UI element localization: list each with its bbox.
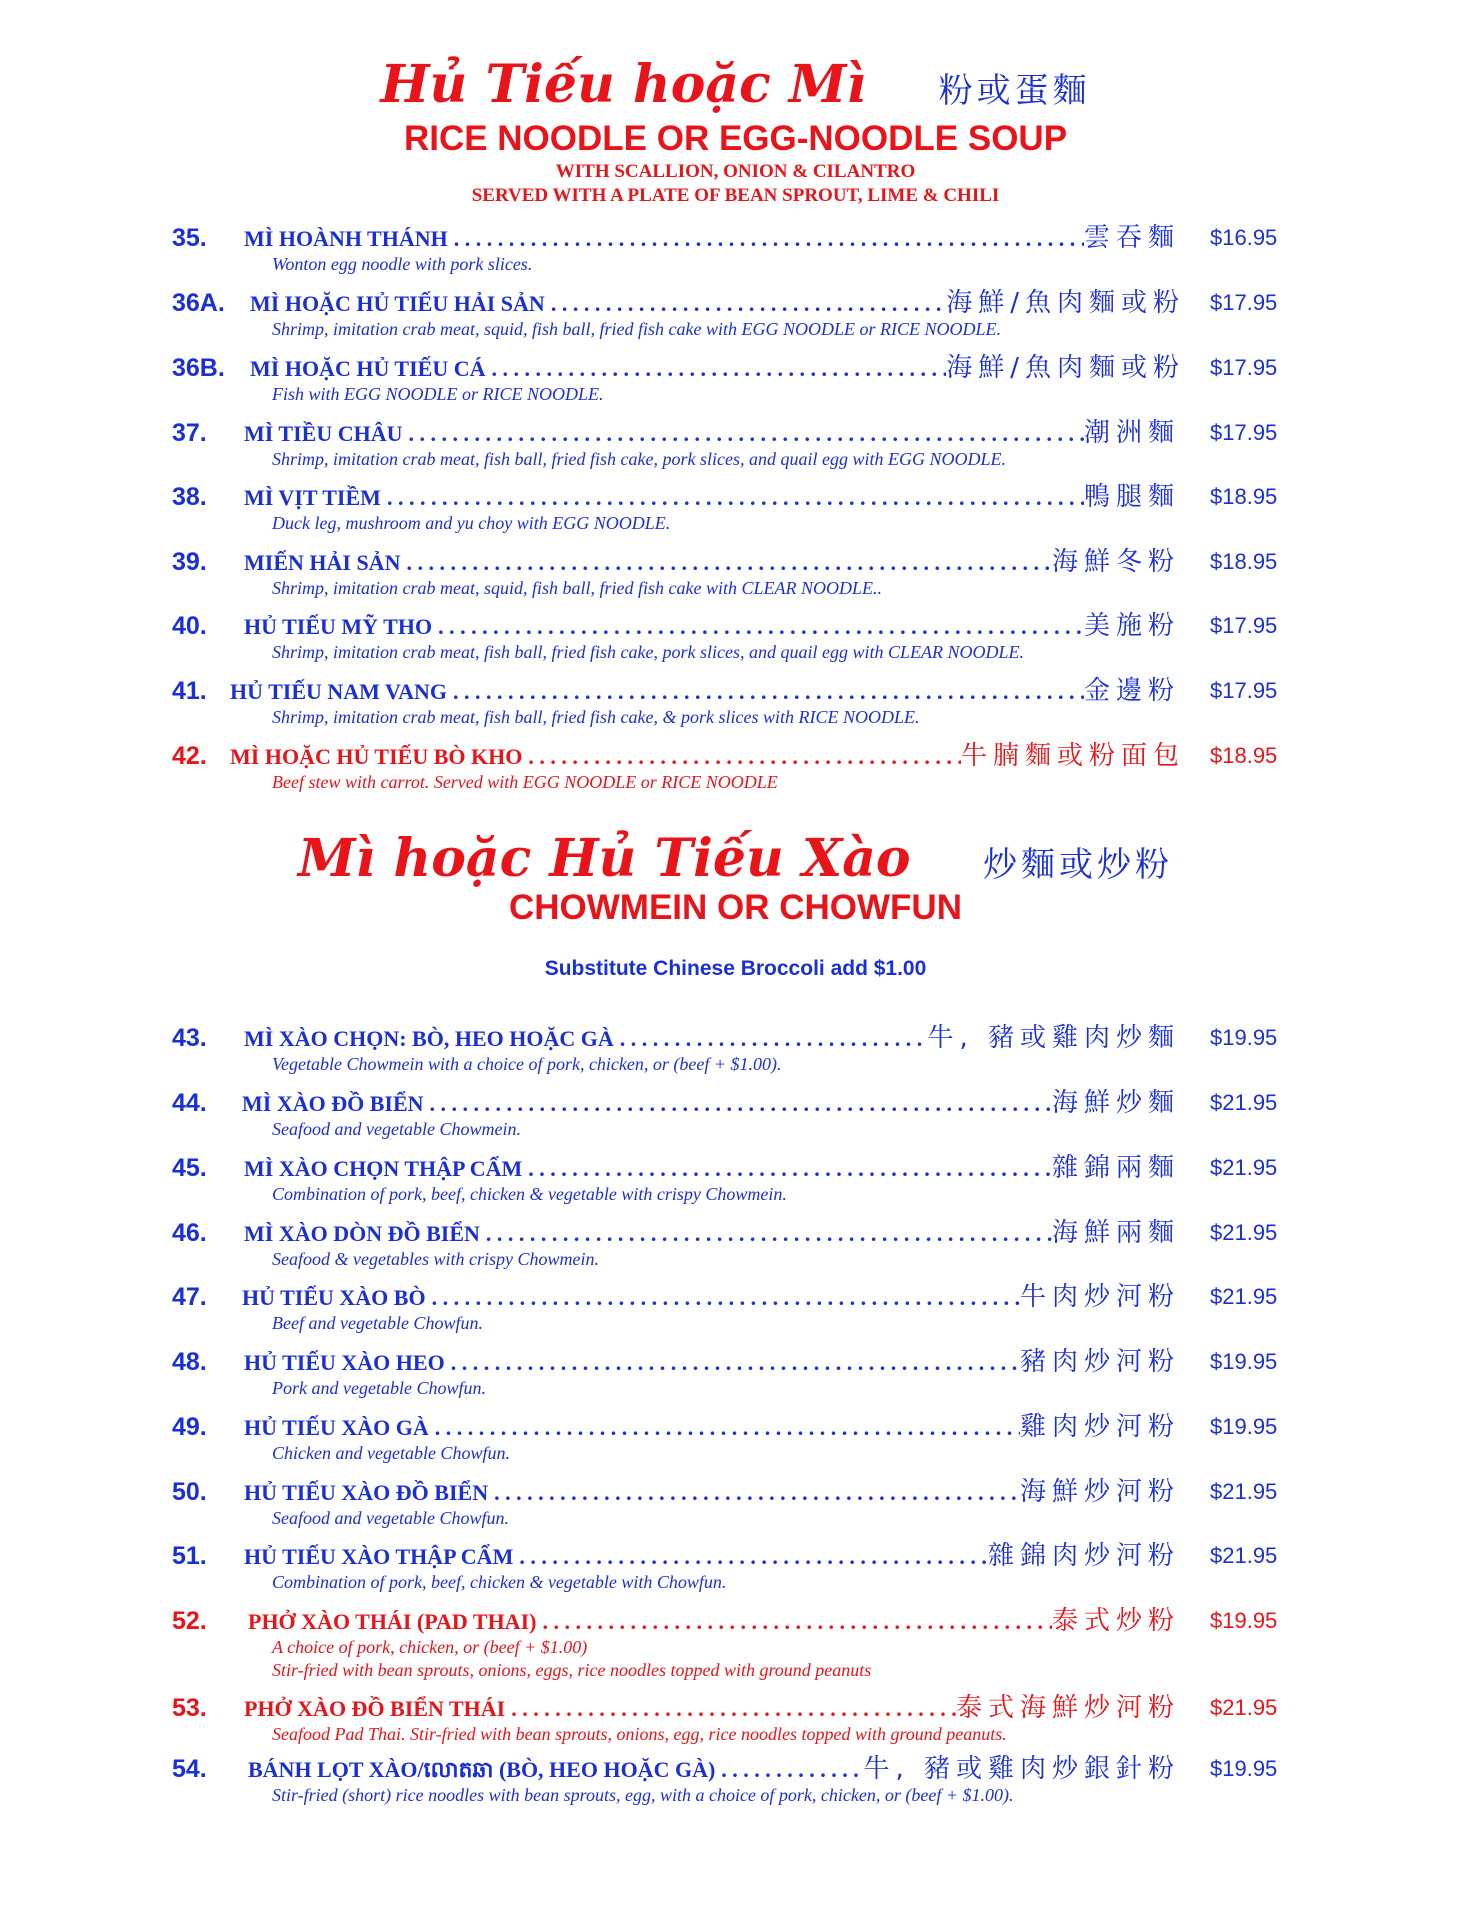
item-description: Combination of pork, beef, chicken & vegetable with Chowfun.	[272, 1572, 727, 1592]
item-leader-line	[242, 1087, 1180, 1119]
item-chinese-name: 泰式炒粉	[1051, 1606, 1180, 1636]
item-leader-line	[244, 1692, 1180, 1724]
item-leader-line	[230, 675, 1180, 707]
item-name: MÌ XÀO DÒN ĐỒ BIỂN	[244, 1221, 480, 1246]
item-description: Shrimp, imitation crab meat, squid, fish ball, fried fish cake with EGG NOODLE or RICE NOODLE.	[272, 319, 1001, 339]
menu-item	[0, 1087, 1471, 1153]
menu-item	[0, 1346, 1471, 1412]
item-name: HỦ TIẾU XÀO ĐỒ BIỂN	[244, 1480, 489, 1505]
item-leader-line	[244, 1540, 1180, 1572]
item-price: $19.95	[1210, 1414, 1278, 1439]
item-price: $17.95	[1210, 613, 1278, 638]
item-number: 44.	[172, 1089, 207, 1117]
section2-title-chinese: 炒麵或炒粉	[983, 845, 1173, 885]
item-number: 38.	[172, 483, 207, 511]
dot-leader	[409, 418, 1084, 450]
item-chinese-name: 泰式海鮮炒河粉	[955, 1693, 1180, 1723]
item-price: $18.95	[1210, 484, 1278, 509]
section2-title-viet: Mì hoặc Hủ Tiếu Xào	[298, 828, 911, 889]
item-description: Seafood Pad Thai. Stir-fried with bean sprouts, onions, egg, rice noodles topped with ground peanuts.	[272, 1724, 1007, 1744]
item-description: Beef stew with carrot. Served with EGG NOODLE or RICE NOODLE	[272, 772, 778, 792]
item-name: PHỞ XÀO THÁI (PAD THAI)	[248, 1609, 537, 1634]
menu-item	[0, 1152, 1471, 1218]
item-price: $18.95	[1210, 743, 1278, 768]
item-leader-line	[250, 287, 1185, 319]
item-number: 48.	[172, 1348, 207, 1376]
item-name: MÌ XÀO CHỌN: BÒ, HEO HOẶC GÀ	[244, 1026, 614, 1051]
section1-subtitle-1: WITH SCALLION, ONION & CILANTRO	[555, 161, 916, 182]
item-chinese-name: 雜錦肉炒河粉	[987, 1541, 1180, 1571]
item-leader-line	[250, 352, 1185, 384]
item-number: 52.	[172, 1607, 207, 1635]
item-leader-line	[244, 610, 1180, 642]
item-chinese-name: 豬肉炒河粉	[1019, 1347, 1180, 1377]
item-name: PHỞ XÀO ĐỒ BIỂN THÁI	[244, 1696, 506, 1721]
menu-item	[0, 1022, 1471, 1088]
section2-title	[0, 824, 1471, 894]
dot-leader	[430, 1088, 1052, 1120]
dot-leader	[620, 1023, 928, 1055]
item-leader-line	[244, 481, 1180, 513]
menu-item	[0, 1540, 1471, 1606]
dot-leader	[551, 288, 946, 320]
menu-item	[0, 1411, 1471, 1477]
item-chinese-name: 海鮮炒麵	[1051, 1088, 1180, 1118]
item-number: 50.	[172, 1478, 207, 1506]
menu-item	[0, 287, 1471, 353]
item-price: $19.95	[1210, 1349, 1278, 1374]
item-name: MÌ XÀO CHỌN THẬP CẨM	[244, 1156, 523, 1181]
item-name: MÌ HOÀNH THÁNH	[244, 226, 448, 251]
item-number: 53.	[172, 1694, 207, 1722]
menu-item	[0, 481, 1471, 547]
item-leader-line	[244, 1217, 1180, 1249]
item-number: 40.	[172, 612, 207, 640]
item-price: $19.95	[1210, 1756, 1278, 1781]
item-number: 35.	[172, 224, 207, 252]
item-description: Seafood and vegetable Chowfun.	[272, 1508, 509, 1528]
menu-item	[0, 740, 1471, 806]
item-description: Vegetable Chowmein with a choice of pork, chicken, or (beef + $1.00).	[272, 1054, 782, 1074]
item-number: 42.	[172, 742, 207, 770]
item-leader-line	[244, 546, 1180, 578]
item-name: MÌ HOẶC HỦ TIẾU HẢI SẢN	[250, 291, 545, 316]
item-price: $21.95	[1210, 1090, 1278, 1115]
dot-leader	[451, 1347, 1020, 1379]
section1-subtitle-2: SERVED WITH A PLATE OF BEAN SPROUT, LIME & CHILI	[471, 185, 1000, 206]
item-description: Shrimp, imitation crab meat, fish ball, fried fish cake, pork slices, and quail egg with CLEAR NOODLE.	[272, 642, 1024, 662]
item-price: $21.95	[1210, 1543, 1278, 1568]
item-chinese-name: 美施粉	[1083, 611, 1180, 641]
menu-item	[0, 1692, 1471, 1758]
dot-leader	[511, 1693, 956, 1725]
item-chinese-name: 海鮮兩麵	[1051, 1218, 1180, 1248]
item-description: A choice of pork, chicken, or (beef + $1.00)	[272, 1637, 588, 1657]
item-name: HỦ TIẾU XÀO HEO	[244, 1350, 445, 1375]
item-chinese-name: 海鮮冬粉	[1051, 547, 1180, 577]
dot-leader	[721, 1754, 863, 1786]
item-leader-line	[244, 1476, 1180, 1508]
item-name: MIẾN HẢI SẢN	[244, 550, 401, 575]
item-leader-line	[248, 1605, 1180, 1637]
item-description: Pork and vegetable Chowfun.	[272, 1378, 486, 1398]
item-leader-line	[242, 1281, 1180, 1313]
item-price: $18.95	[1210, 549, 1278, 574]
item-price: $21.95	[1210, 1155, 1278, 1180]
dot-leader	[438, 611, 1084, 643]
item-number: 43.	[172, 1024, 207, 1052]
section1-title	[0, 50, 1471, 120]
item-chinese-name: 牛, 豬或雞肉炒麵	[927, 1023, 1180, 1053]
item-number: 49.	[172, 1413, 207, 1441]
item-price: $21.95	[1210, 1220, 1278, 1245]
item-description: Stir-fried with bean sprouts, onions, eggs, rice noodles topped with ground peanuts	[272, 1660, 872, 1680]
item-description: Stir-fried (short) rice noodles with bean sprouts, egg, with a choice of pork, chicken, or (beef + $1.00).	[272, 1785, 1014, 1805]
menu-item	[0, 1281, 1471, 1347]
dot-leader	[435, 1412, 1020, 1444]
item-price: $21.95	[1210, 1284, 1278, 1309]
dot-leader	[387, 482, 1084, 514]
item-description: Seafood & vegetables with crispy Chowmein.	[272, 1249, 599, 1269]
item-description: Chicken and vegetable Chowfun.	[272, 1443, 510, 1463]
item-number: 54.	[172, 1755, 207, 1783]
item-price: $17.95	[1210, 420, 1278, 445]
substitution-note: Substitute Chinese Broccoli add $1.00	[544, 957, 927, 980]
item-description: Shrimp, imitation crab meat, fish ball, fried fish cake, & pork slices with RICE NOODLE.	[272, 707, 920, 727]
item-name: HỦ TIẾU MỸ THO	[244, 614, 433, 639]
menu-item	[0, 1217, 1471, 1283]
item-name: BÁNH LỌT XÀO/លោតឆា (BÒ, HEO HOẶC GÀ)	[248, 1757, 716, 1782]
item-description: Fish with EGG NOODLE or RICE NOODLE.	[272, 384, 604, 404]
item-chinese-name: 海鮮/魚肉麵或粉	[946, 353, 1185, 383]
item-description: Shrimp, imitation crab meat, fish ball, fried fish cake, pork slices, and quail egg with EGG NOODLE.	[272, 449, 1006, 469]
dot-leader	[453, 676, 1084, 708]
item-price: $21.95	[1210, 1479, 1278, 1504]
item-chinese-name: 牛腩麵或粉面包	[960, 741, 1185, 771]
item-name: HỦ TIẾU NAM VANG	[230, 679, 447, 704]
item-number: 47.	[172, 1283, 207, 1311]
section1-title-chinese: 粉或蛋麵	[938, 71, 1091, 111]
item-description: Duck leg, mushroom and yu choy with EGG NOODLE.	[272, 513, 671, 533]
dot-leader	[542, 1606, 1052, 1638]
item-leader-line	[248, 1753, 1180, 1785]
menu-item	[0, 222, 1471, 288]
menu-item	[0, 417, 1471, 483]
menu-item	[0, 610, 1471, 676]
dot-leader	[406, 547, 1052, 579]
item-leader-line	[244, 222, 1180, 254]
item-name: MÌ HOẶC HỦ TIẾU CÁ	[250, 356, 486, 381]
item-name: HỦ TIẾU XÀO BÒ	[242, 1285, 426, 1310]
item-description: Shrimp, imitation crab meat, squid, fish ball, fried fish cake with CLEAR NOODLE..	[272, 578, 882, 598]
item-name: MÌ HOẶC HỦ TIẾU BÒ KHO	[230, 744, 523, 769]
dot-leader	[492, 353, 947, 385]
item-chinese-name: 海鮮炒河粉	[1019, 1477, 1180, 1507]
item-name: MÌ TIỀU CHÂU	[244, 421, 403, 446]
item-number: 39.	[172, 548, 207, 576]
item-number: 41.	[172, 677, 207, 705]
item-number: 51.	[172, 1542, 207, 1570]
item-price: $17.95	[1210, 355, 1278, 380]
section1-title-viet: Hủ Tiếu hoặc Mì	[380, 54, 867, 115]
item-chinese-name: 金邊粉	[1083, 676, 1180, 706]
item-chinese-name: 雞肉炒河粉	[1019, 1412, 1180, 1442]
item-number: 36B.	[172, 354, 225, 382]
item-description: Combination of pork, beef, chicken & vegetable with crispy Chowmein.	[272, 1184, 787, 1204]
item-chinese-name: 牛肉炒河粉	[1019, 1282, 1180, 1312]
item-name: MÌ XÀO ĐỒ BIỂN	[242, 1091, 424, 1116]
item-name: MÌ VỊT TIỀM	[244, 485, 381, 510]
item-description: Seafood and vegetable Chowmein.	[272, 1119, 521, 1139]
menu-item	[0, 1605, 1471, 1680]
item-price: $19.95	[1210, 1608, 1278, 1633]
dot-leader	[432, 1282, 1020, 1314]
section1-title-english: RICE NOODLE OR EGG-NOODLE SOUP	[403, 119, 1068, 158]
item-leader-line	[244, 1022, 1180, 1054]
item-price: $17.95	[1210, 678, 1278, 703]
dot-leader	[454, 223, 1084, 255]
menu-item	[0, 546, 1471, 612]
item-chinese-name: 鴨腿麵	[1083, 482, 1180, 512]
dot-leader	[528, 741, 961, 773]
item-price: $16.95	[1210, 225, 1278, 250]
item-chinese-name: 潮洲麵	[1083, 418, 1180, 448]
item-leader-line	[244, 1411, 1180, 1443]
item-description: Wonton egg noodle with pork slices.	[272, 254, 533, 274]
item-leader-line	[244, 1346, 1180, 1378]
menu-item	[0, 1476, 1471, 1542]
item-leader-line	[244, 1152, 1180, 1184]
item-price: $19.95	[1210, 1025, 1278, 1050]
menu-item	[0, 1753, 1471, 1819]
menu-item	[0, 352, 1471, 418]
dot-leader	[528, 1153, 1052, 1185]
item-chinese-name: 海鮮/魚肉麵或粉	[946, 288, 1185, 318]
item-name: HỦ TIẾU XÀO GÀ	[244, 1415, 429, 1440]
item-price: $17.95	[1210, 290, 1278, 315]
item-number: 45.	[172, 1154, 207, 1182]
item-name: HỦ TIẾU XÀO THẬP CẨM	[244, 1544, 514, 1569]
item-number: 36A.	[172, 289, 225, 317]
item-chinese-name: 雲吞麵	[1083, 223, 1180, 253]
section2-title-english: CHOWMEIN OR CHOWFUN	[508, 888, 962, 927]
item-number: 37.	[172, 419, 207, 447]
dot-leader	[486, 1218, 1052, 1250]
item-leader-line	[230, 740, 1185, 772]
dot-leader	[519, 1541, 988, 1573]
item-number: 46.	[172, 1219, 207, 1247]
item-description: Beef and vegetable Chowfun.	[272, 1313, 483, 1333]
item-chinese-name: 牛, 豬或雞肉炒銀針粉	[863, 1754, 1180, 1784]
item-price: $21.95	[1210, 1695, 1278, 1720]
menu-item	[0, 675, 1471, 741]
item-chinese-name: 雜錦兩麵	[1051, 1153, 1180, 1183]
item-leader-line	[244, 417, 1180, 449]
dot-leader	[494, 1477, 1020, 1509]
